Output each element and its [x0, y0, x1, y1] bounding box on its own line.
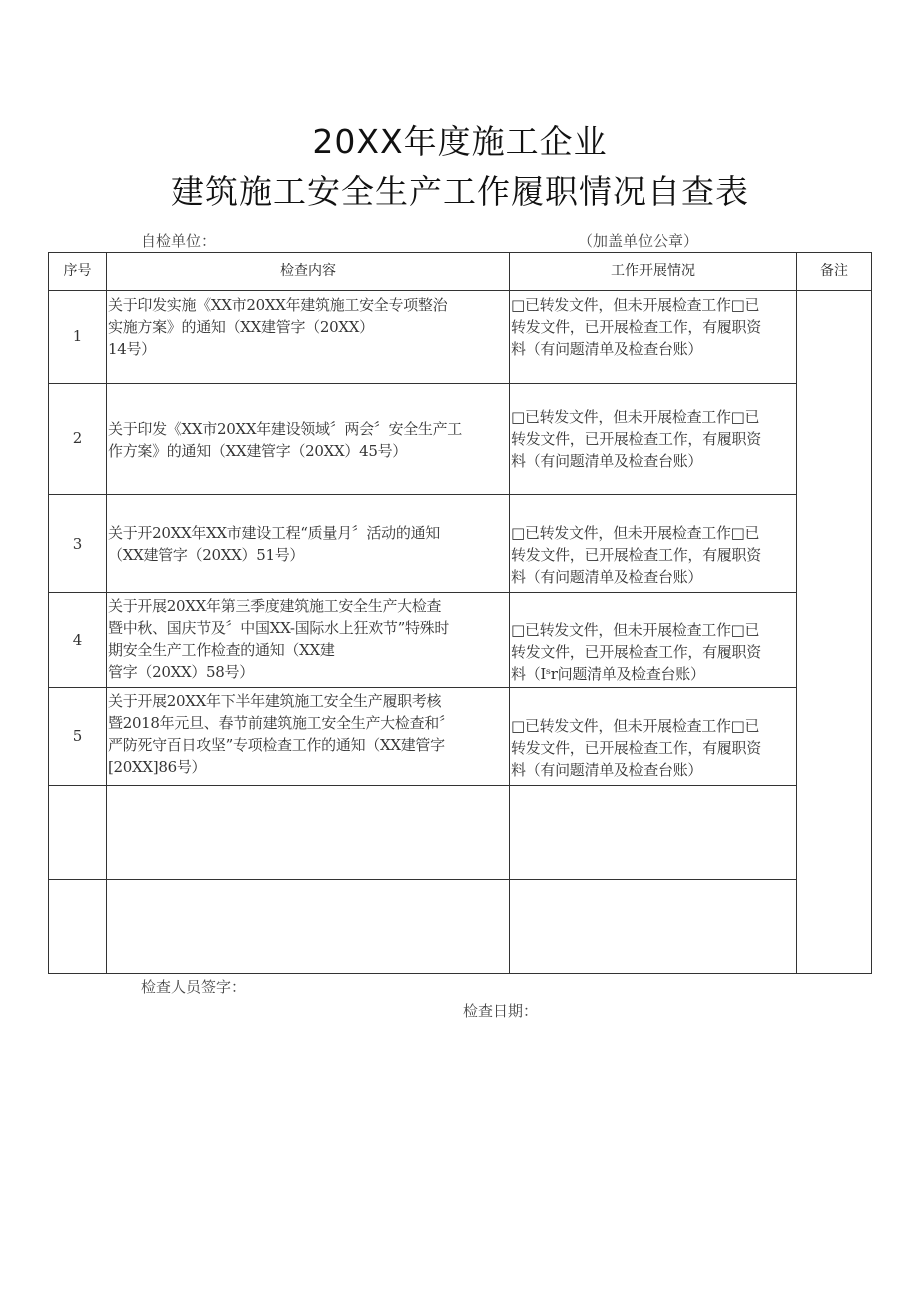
inspector-signature-label: 检查人员签字： — [141, 978, 247, 996]
status-line: 料（有问题清单及检查台账） — [511, 452, 703, 470]
row-content — [108, 294, 510, 360]
row-content — [108, 418, 510, 462]
status-line: □已转发文件，但未开展检查工作□已 — [511, 408, 760, 426]
content-line: 关于开20XX年XX市建设工程“质量月〞活动的通知 — [108, 524, 440, 542]
content-line: 期安全生产工作检查的通知（XX建 — [108, 641, 335, 659]
row-status — [511, 715, 797, 781]
status-line: □已转发文件，但未开展检查工作□已 — [511, 717, 760, 735]
header-seq: 序号 — [63, 263, 92, 279]
row-divider — [48, 494, 797, 495]
row-content — [108, 690, 510, 778]
status-line: 料（有问题清单及检查台账） — [511, 568, 703, 586]
status-line: 转发文件，已开展检查工作，有履职资 — [511, 643, 761, 661]
row-content — [108, 522, 510, 566]
inspection-date-label: 检查日期： — [463, 1002, 539, 1020]
content-line: 实施方案》的通知（XX建管字（20XX） — [108, 318, 374, 336]
content-line: 关于开展20XX年下半年建筑施工安全生产履职考核 — [108, 692, 442, 710]
row-seq: 3 — [72, 535, 83, 553]
row-seq: 4 — [72, 631, 83, 649]
status-line: 料（Iˢr问题清单及检查台账） — [511, 665, 705, 683]
content-line: 14号） — [108, 340, 156, 358]
stamp-note: （加盖单位公章） — [578, 232, 699, 250]
content-line: 关于印发实施《XX市20XX年建筑施工安全专项整治 — [108, 296, 448, 314]
table-border-bottom — [48, 973, 872, 974]
status-line: 转发文件，已开展检查工作，有履职资 — [511, 430, 761, 448]
row-divider — [48, 592, 797, 593]
row-seq: 1 — [72, 327, 83, 345]
title-line-2: 建筑施工安全生产工作履职情况自查表 — [171, 172, 749, 211]
status-line: 转发文件，已开展检查工作，有履职资 — [511, 318, 761, 336]
content-line: 关于开展20XX年第三季度建筑施工安全生产大检查 — [108, 597, 442, 615]
row-status — [511, 619, 797, 685]
header-divider — [48, 290, 872, 291]
content-line: 暨中秋、国庆节及〞中国XX-国际水上狂欢节”特殊时 — [108, 619, 450, 637]
status-line: □已转发文件，但未开展检查工作□已 — [511, 524, 760, 542]
inspecting-unit-label: 自检单位： — [141, 232, 217, 250]
status-line: 料（有问题清单及检查台账） — [511, 340, 703, 358]
row-seq: 5 — [72, 727, 83, 745]
row-seq: 2 — [72, 429, 83, 447]
content-line: （XX建管字（20XX）51号） — [108, 546, 305, 564]
status-line: 转发文件，已开展检查工作，有履职资 — [511, 546, 761, 564]
content-line: [20XX]86号） — [108, 758, 207, 776]
content-line: 严防死守百日攻坚”专项检查工作的通知（XX建管字 — [108, 736, 445, 754]
content-line: 关于印发《XX市20XX年建设领域〞两会〞安全生产工 — [108, 420, 463, 438]
row-status — [511, 294, 797, 360]
column-divider — [796, 252, 797, 974]
row-divider — [48, 785, 797, 786]
table-border-right — [871, 252, 872, 974]
header-status: 工作开展情况 — [611, 263, 695, 279]
header-content: 检查内容 — [280, 263, 336, 279]
row-divider — [48, 687, 797, 688]
header-remark: 备注 — [820, 263, 848, 279]
status-line: □已转发文件，但未开展检查工作□已 — [511, 621, 760, 639]
title-line-1: 20XX年度施工企业 — [312, 122, 608, 161]
content-line: 暨2018年元旦、春节前建筑施工安全生产大检查和〞 — [108, 714, 454, 732]
status-line: 转发文件，已开展检查工作，有履职资 — [511, 739, 761, 757]
status-line: 料（有问题清单及检查台账） — [511, 761, 703, 779]
table-border-left — [48, 252, 49, 974]
content-line: 管字（20XX）58号） — [108, 663, 254, 681]
column-divider — [106, 252, 107, 974]
row-divider — [48, 383, 797, 384]
row-status — [511, 406, 797, 472]
row-divider — [48, 879, 797, 880]
status-line: □已转发文件，但未开展检查工作□已 — [511, 296, 760, 314]
content-line: 作方案》的通知（XX建管字（20XX）45号） — [108, 442, 407, 460]
row-status — [511, 522, 797, 588]
row-content — [108, 595, 510, 683]
